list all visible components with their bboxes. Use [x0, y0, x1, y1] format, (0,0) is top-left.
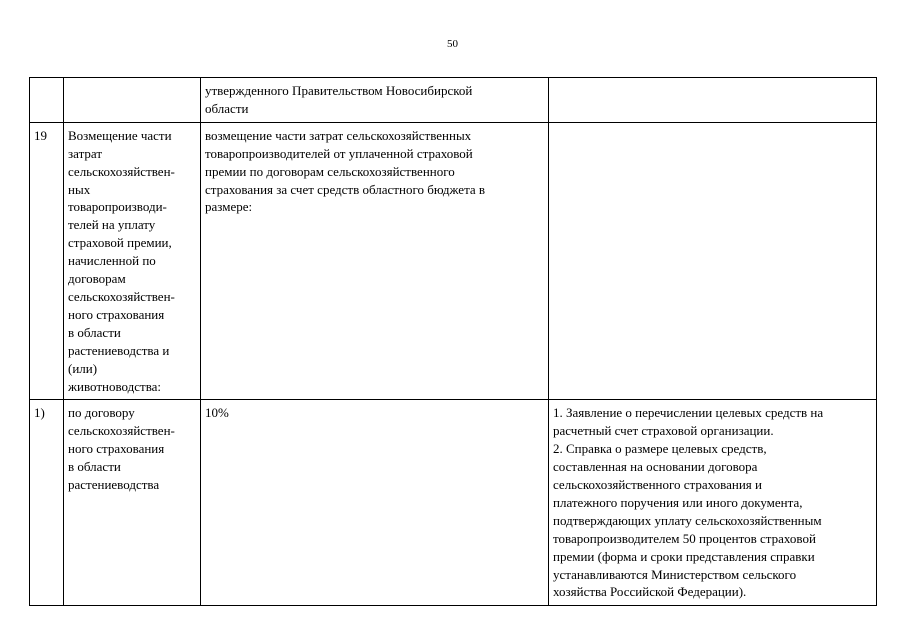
documents-cell — [549, 78, 877, 123]
cell-text-line: подтверждающих уплату сельскохозяйственным — [553, 512, 822, 528]
cell-text-line: утвержденного Правительством Новосибирской — [205, 83, 473, 98]
cell-text-line: страхования за счет средств областного бюджета в — [205, 181, 486, 197]
cell-text-line: в области — [68, 324, 121, 340]
cell-text-line: договорам — [68, 271, 126, 287]
cell-text-line: сельскохозяйствен- — [68, 163, 175, 179]
table-row — [30, 122, 877, 400]
measure-name-cell — [64, 78, 201, 123]
documents-cell — [549, 122, 877, 400]
table-row — [30, 78, 877, 123]
row-number-cell — [30, 122, 64, 400]
cell-text-line: сельскохозяйственного страхования и — [553, 477, 762, 493]
cell-text-line: составленная на основании договора — [553, 459, 758, 475]
cell-text-line: ных — [68, 181, 91, 197]
cell-text-line: устанавливаются Министерством сельского — [553, 566, 797, 582]
rate-cell — [201, 122, 549, 400]
cell-text-line: расчетный счет страховой организации. — [553, 423, 774, 439]
cell-text-line: 2. Справка о размере целевых средств, — [553, 441, 767, 457]
cell-text-line: 10% — [205, 405, 229, 421]
cell-text-line: сельскохозяйствен- — [68, 423, 175, 439]
cell-text-line: возмещение части затрат сельскохозяйственных — [205, 127, 472, 143]
cell-text-line: ного страхования — [68, 306, 165, 322]
cell-text-line: хозяйства Российской Федерации). — [553, 584, 747, 600]
cell-text-line: товаропроизводителей от уплаченной страховой — [205, 145, 473, 161]
row-number-cell — [30, 78, 64, 123]
cell-text-line: (или) — [68, 360, 98, 376]
cell-text-line: 1. Заявление о перечислении целевых средств на — [553, 405, 824, 421]
cell-text-line: растениеводства и — [68, 342, 170, 358]
table-body — [30, 78, 877, 606]
cell-text-line: ного страхования — [68, 441, 165, 457]
row-number-cell — [30, 400, 64, 606]
rate-cell — [201, 78, 549, 123]
cell-text-line: телей на уплату — [68, 217, 156, 233]
cell-text-line: области — [205, 100, 249, 116]
cell-text-line: затрат — [68, 145, 103, 161]
cell-text-line: товаропроизводителем 50 процентов страховой — [553, 530, 816, 546]
cell-text-line: размере: — [205, 199, 253, 215]
page-number: 50 — [447, 38, 458, 50]
documents-cell — [549, 400, 877, 606]
cell-text-line: платежного поручения или иного документа, — [553, 494, 803, 510]
cell-text-line: премии по договорам сельскохозяйственного — [205, 163, 455, 179]
cell-text-line: страховой премии, — [68, 235, 172, 251]
cell-text-line: сельскохозяйствен- — [68, 288, 175, 304]
document-table — [29, 77, 877, 606]
table-row — [30, 400, 877, 606]
measure-name-cell — [64, 400, 201, 606]
row-number: 19 — [34, 127, 47, 143]
measure-name-cell — [64, 122, 201, 400]
cell-text-line: премии (форма и сроки представления справки — [553, 548, 815, 564]
cell-text-line: Возмещение части — [68, 127, 172, 143]
cell-text-line: в области — [68, 459, 121, 475]
rate-cell — [201, 400, 549, 606]
cell-text-line: начисленной по — [68, 253, 156, 269]
row-number: 1) — [34, 405, 45, 421]
cell-text-line: товаропроизводи- — [68, 199, 167, 215]
cell-text-line: растениеводства — [68, 477, 160, 493]
cell-text-line: по договору — [68, 405, 135, 421]
cell-text-line: животноводства: — [68, 378, 162, 394]
